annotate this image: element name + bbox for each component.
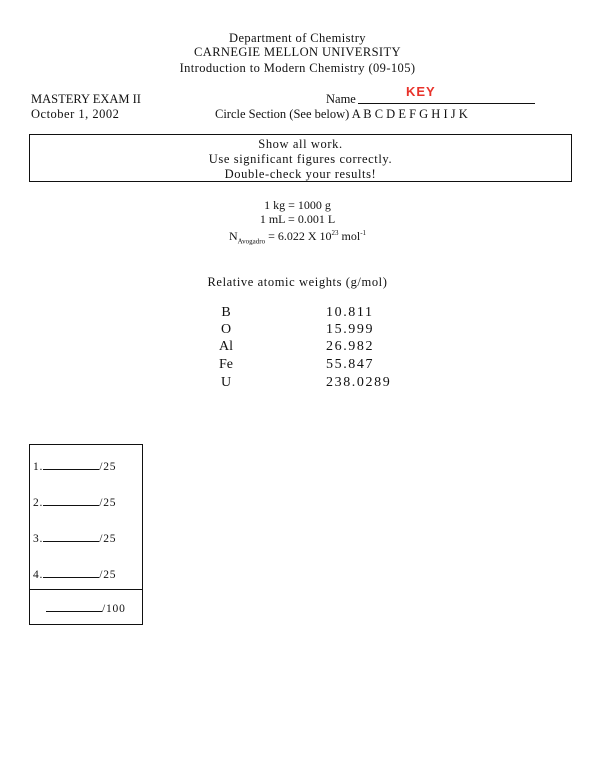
- score-total-row[interactable]: [30, 603, 142, 615]
- constant-avogadro: $N_{Avogadro} = 6.022$ X $10^{23}$ mol$^{-1}$: [228, 229, 367, 246]
- course-heading: Introduction to Modern Chemistry (09-105): [179, 61, 416, 75]
- exam-title: MASTERY EXAM II: [31, 92, 141, 106]
- score-row[interactable]: 2. /25: [33, 497, 117, 509]
- instructions-box: [29, 134, 572, 182]
- name-input[interactable]: [358, 86, 535, 104]
- score-row[interactable]: 4. /25: [33, 569, 117, 581]
- instruction-line: Use significant figures correctly.: [208, 152, 393, 166]
- exam-date: October 1, 2002: [31, 107, 120, 121]
- section-letters: A B C D E F G H I J K: [351, 107, 468, 121]
- name-label: Name: [326, 92, 356, 106]
- score-total: /100: [102, 603, 126, 615]
- score-box: [29, 444, 143, 625]
- university-heading: CARNEGIE MELLON UNIVERSITY: [194, 45, 401, 59]
- name-value: KEY: [406, 84, 436, 99]
- department-heading: Department of Chemistry: [229, 31, 366, 45]
- section-label: Circle Section (See below): [215, 107, 350, 121]
- element-symbol: B: [221, 305, 231, 320]
- element-symbol: O: [220, 322, 232, 337]
- constants-block: [0, 198, 595, 248]
- score-row[interactable]: 3. /25: [33, 533, 117, 545]
- score-row[interactable]: 1. /25: [33, 461, 117, 473]
- section-selector[interactable]: [215, 107, 468, 122]
- element-weight: 238.0289: [326, 375, 392, 390]
- element-symbol: Fe: [219, 357, 233, 372]
- instruction-line: Double-check your results!: [224, 167, 377, 181]
- constant-kg: 1 kg = 1000 g: [264, 198, 331, 212]
- element-symbol: Al: [219, 339, 233, 354]
- element-weight: 55.847: [326, 357, 375, 372]
- weights-title: Relative atomic weights (g/mol): [207, 275, 388, 289]
- constant-ml: 1 mL = 0.001 L: [259, 212, 336, 226]
- element-weight: 15.999: [326, 322, 375, 337]
- element-weight: 26.982: [326, 339, 375, 354]
- element-symbol: U: [220, 375, 232, 390]
- total-divider: [30, 589, 142, 590]
- element-weight: 10.811: [326, 305, 374, 320]
- instruction-line: Show all work.: [258, 137, 343, 151]
